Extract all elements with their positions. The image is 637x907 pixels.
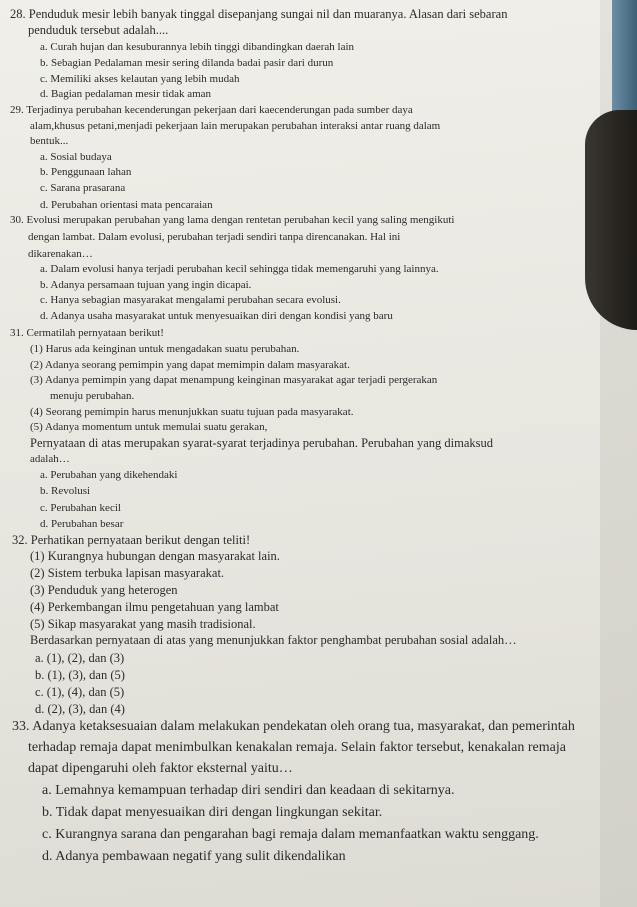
q31-statement-3-cont: menuju perubahan. — [50, 390, 135, 402]
q32-statement-1: (1) Kurangnya hubungan dengan masyarakat lain. — [30, 549, 280, 563]
q31-stem-cont2: adalah… — [30, 453, 70, 465]
q32-statement-5: (5) Sikap masyarakat yang masih tradisional. — [30, 617, 256, 631]
q28-option-d: d. Bagian pedalaman mesir tidak aman — [40, 88, 212, 100]
background-shadow — [585, 110, 637, 330]
q28-option-a: a. Curah hujan dan kesuburannya lebih tinggi dibandingkan daerah lain — [40, 41, 355, 53]
q33-option-a: a. Lemahnya kemampuan terhadap diri sendiri dan keadaan di sekitarnya. — [42, 783, 455, 798]
q32-option-a: a. (1), (2), dan (3) — [35, 651, 125, 665]
q32-statement-3: (3) Penduduk yang heterogen — [30, 583, 178, 597]
q28-stem: 28. Penduduk mesir lebih banyak tinggal disepanjang sungai nil dan muaranya. Alasan dari sebaran — [10, 7, 508, 21]
q29-option-a: a. Sosial budaya — [40, 151, 112, 163]
q29-option-d: d. Perubahan orientasi mata pencaraian — [40, 199, 213, 211]
q31-stem-cont: Pernyataan di atas merupakan syarat-syarat terjadinya perubahan. Perubahan yang dimaksud — [30, 436, 494, 450]
q33-stem-cont: terhadap remaja dapat menimbulkan kenakalan remaja. Selain faktor tersebut, kenakalan remaja — [28, 740, 566, 755]
q32-option-d: d. (2), (3), dan (4) — [35, 702, 125, 716]
q30-option-b: b. Adanya persamaan tujuan yang ingin dicapai. — [40, 279, 252, 291]
q33-stem: 33. Adanya ketaksesuaian dalam melakukan pendekatan oleh orang tua, masyarakat, dan pemerintah — [12, 719, 575, 734]
q31-statement-2: (2) Adanya seorang pemimpin yang dapat memimpin dalam masyarakat. — [30, 359, 350, 371]
q32-option-c: c. (1), (4), dan (5) — [35, 685, 125, 699]
q31-option-d: d. Perubahan besar — [40, 518, 124, 530]
q30-stem: 30. Evolusi merupakan perubahan yang lama dengan rentetan perubahan kecil yang saling mengikuti — [10, 214, 455, 226]
q31-stem: 31. Cermatilah pernyataan berikut! — [10, 327, 164, 339]
q28-option-b: b. Sebagian Pedalaman mesir sering dilanda badai pasir dari durun — [40, 57, 334, 69]
q31-option-c: c. Perubahan kecil — [40, 502, 121, 514]
q28-stem-cont: penduduk tersebut adalah.... — [28, 23, 169, 37]
q32-stem: 32. Perhatikan pernyataan berikut dengan teliti! — [12, 533, 251, 547]
q32-stem-cont: Berdasarkan pernyataan di atas yang menunjukkan faktor penghambat perubahan sosial adalah… — [30, 633, 517, 647]
q31-statement-1: (1) Harus ada keinginan untuk mengadakan suatu perubahan. — [30, 343, 300, 355]
q31-option-a: a. Perubahan yang dikehendaki — [40, 469, 178, 481]
q31-option-b: b. Revolusi — [40, 485, 91, 497]
q29-stem: 29. Terjadinya perubahan kecenderungan pekerjaan dari kaecenderungan pada sumber daya — [10, 104, 413, 116]
q32-option-b: b. (1), (3), dan (5) — [35, 668, 125, 682]
q29-option-c: c. Sarana prasarana — [40, 182, 126, 194]
q28-option-c: c. Memiliki akses kelautan yang lebih mudah — [40, 73, 240, 85]
q31-statement-5: (5) Adanya momentum untuk memulai suatu gerakan, — [30, 421, 268, 433]
q30-stem-cont: dengan lambat. Dalam evolusi, perubahan terjadi sendiri tanpa direncanakan. Hal ini — [28, 231, 401, 243]
q30-stem-cont2: dikarenakan… — [28, 248, 93, 260]
q32-statement-4: (4) Perkembangan ilmu pengetahuan yang lambat — [30, 600, 279, 614]
q30-option-c: c. Hanya sebagian masyarakat mengalami perubahan secara evolusi. — [40, 294, 341, 306]
q33-option-d: d. Adanya pembawaan negatif yang sulit dikendalikan — [42, 849, 346, 864]
q33-stem-cont2: dapat dipengaruhi oleh faktor eksternal yaitu… — [28, 761, 293, 776]
q33-option-b: b. Tidak dapat menyesuaikan diri dengan lingkungan sekitar. — [42, 805, 383, 820]
q32-statement-2: (2) Sistem terbuka lapisan masyarakat. — [30, 566, 225, 580]
q29-stem-cont2: bentuk... — [30, 135, 69, 147]
q29-option-b: b. Penggunaan lahan — [40, 166, 132, 178]
q30-option-a: a. Dalam evolusi hanya terjadi perubahan kecil sehingga tidak memengaruhi yang lainnya. — [40, 263, 439, 275]
q30-option-d: d. Adanya usaha masyarakat untuk menyesuaikan diri dengan kondisi yang baru — [40, 310, 393, 322]
q31-statement-3: (3) Adanya pemimpin yang dapat menampung keinginan masyarakat agar terjadi pergerakan — [30, 374, 438, 386]
q29-stem-cont: alam,khusus petani,menjadi pekerjaan lain merupakan perubahan interaksi antar ruang dalam — [30, 120, 441, 132]
q33-option-c: c. Kurangnya sarana dan pengarahan bagi remaja dalam memanfaatkan waktu senggang. — [42, 827, 539, 842]
q31-statement-4: (4) Seorang pemimpin harus menunjukkan suatu tujuan pada masyarakat. — [30, 406, 354, 418]
